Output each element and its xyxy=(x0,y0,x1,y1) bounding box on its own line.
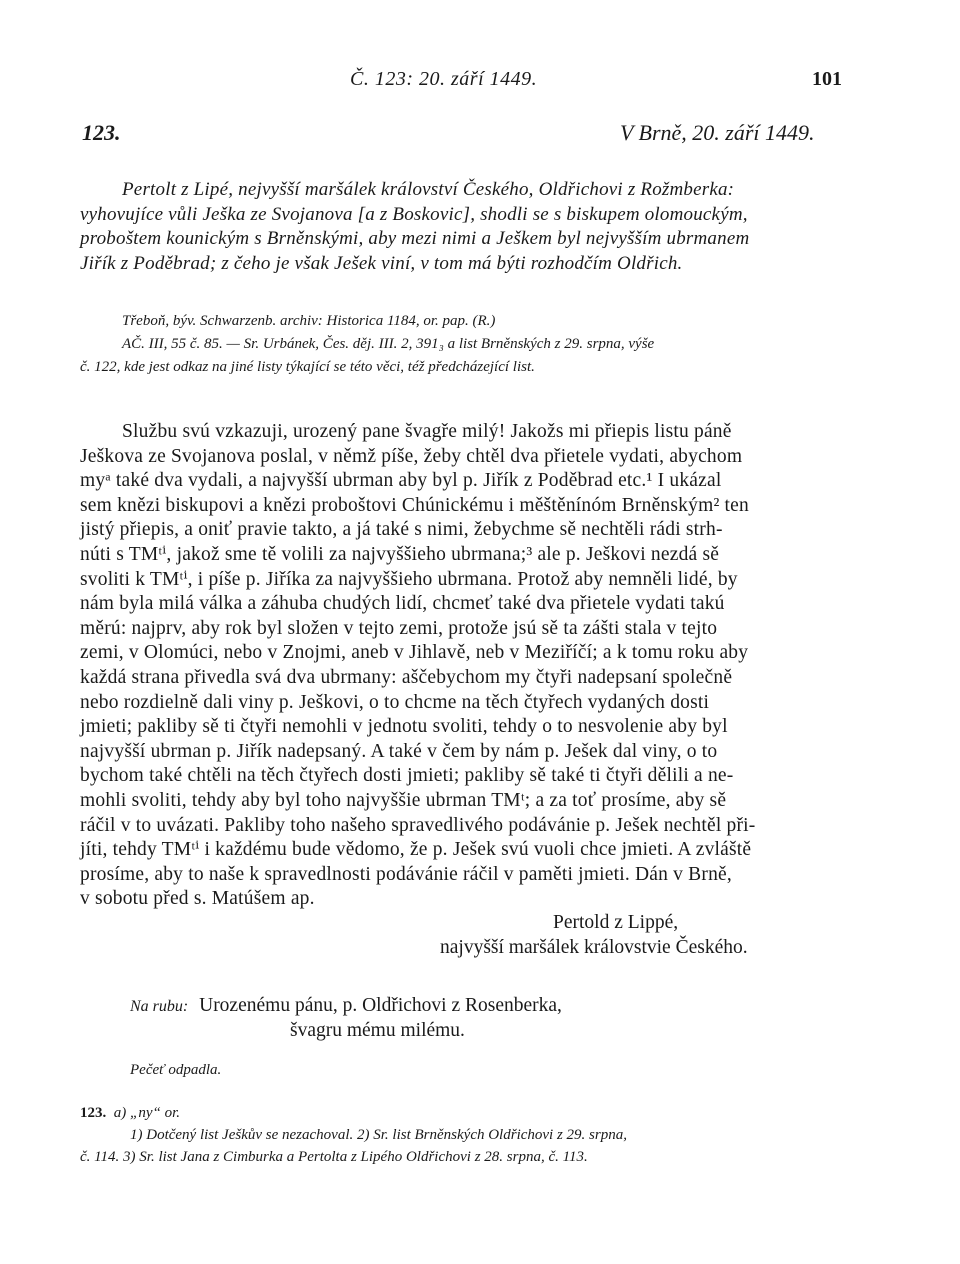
regest xyxy=(80,178,852,276)
footnote-a: a) „ny“ or. xyxy=(113,1105,181,1121)
signature-title: najvyšší maršálek královstvie Českého. xyxy=(440,937,748,958)
body-line: svoliti k TMᵗⁱ, i píše p. Jiříka za najvyššieho ubrmana. Protož aby nemněli lidé, by xyxy=(80,568,738,590)
verso-address-line: Urozenému pánu, p. Oldřichovi z Rosenberka, xyxy=(199,995,562,1016)
verso-label: Na rubu: xyxy=(130,998,189,1015)
archive-source: Třeboň, býv. Schwarzenb. archiv: Historica 1184, or. pap. (R.) xyxy=(122,313,496,329)
body-line: nám byla milá válka a záhuba chudých lidí, chcmeť také dva přietele vydati takú xyxy=(80,593,725,615)
body-line: ráčil v to uvázati. Pakliby toho našeho spravedlivého podávánie p. Ješek nechtěl při- xyxy=(80,814,756,836)
verso-address xyxy=(130,993,562,1041)
document-number: 123. xyxy=(82,120,121,145)
body-line: bychom také chtěli na těch čtyřech dosti jmieti; pakliby sě také ti čtyři dělili a ne- xyxy=(80,765,734,787)
archive-literature: AČ. III, 55 č. 85. — Sr. Urbánek, Čes. děj. III. 2, 391₃ a list Brněnských z 29. srpna, výše xyxy=(122,336,655,352)
regest-line: Pertolt z Lipé, nejvyšší maršálek království Českého, Oldřichovi z Rožmberka: xyxy=(122,179,735,200)
footnote-line: č. 114. 3) Sr. list Jana z Cimburka a Pertolta z Lipého Oldřichovi z 28. srpna, č. 113. xyxy=(80,1149,588,1165)
body-line: myᵃ také dva vydali, a najvyšší ubrman aby byl p. Jiřík z Poděbrad etc.¹ I ukázal xyxy=(80,470,722,492)
body-line: najvyšší ubrman p. Jiřík nadepsaný. A také v čem by nám p. Ješek dal viny, o to xyxy=(80,740,718,762)
regest-line: proboštem kounickým s Brněnskými, aby mezi nimi a Ješkem byl nejvyšším ubrmanem xyxy=(80,228,750,249)
footnote-line xyxy=(80,1102,852,1124)
body-line: jistý přiepis, a oniť pravie takto, a já také s nimi, žebychme sě nechtěli rádi strh- xyxy=(80,519,723,541)
body-line: mohli svoliti, tehdy aby byl toho najvyššie ubrman TMᵗ; a za toť prosíme, aby sě xyxy=(80,789,727,811)
archive-note xyxy=(80,310,852,379)
body-line: zemi, v Olomúci, nebo v Znojmi, aneb v Jihlavě, neb v Meziříčí; a k tomu roku aby xyxy=(80,642,749,664)
body-line: Službu svú vzkazuji, urozený pane švagře milý! Jakožs mi přiepis listu páně xyxy=(122,421,732,442)
body-line: núti s TMᵗⁱ, jakož sme tě volili za najvyššieho ubrmana;³ ale p. Ješkovi nezdá sě xyxy=(80,543,720,565)
body-line: jmieti; pakliby sě ti čtyři nemohli v jednotu svoliti, tehdy o to nesvolenie aby byl xyxy=(80,716,728,738)
signature-name: Pertold z Lippé, xyxy=(553,912,679,933)
body-line: prosíme, aby to naše k spravedlnosti podávánie ráčil v paměti jmieti. Dán v Brně, xyxy=(80,863,732,885)
body-line: v sobotu před s. Matúšem ap. xyxy=(80,888,315,910)
body-line: každá strana přivedla svá dva ubrmany: aščebychom my čtyři nadepsaní společně xyxy=(80,666,733,688)
regest-line: vyhovujíce vůli Ješka ze Svojanova [a z Boskovic], shodli se s biskupem olomouckým, xyxy=(80,203,748,225)
archive-literature-cont: č. 122, kde jest odkaz na jiné listy týkající se této věci, též předcházející list. xyxy=(80,359,535,375)
page-number: 101 xyxy=(812,68,842,90)
regest-line: Jiřík z Poděbrad; z čeho je však Ješek viní, v tom má býti rozhodčím Oldřich. xyxy=(80,252,683,274)
body-line: Ješkova ze Svojanova poslal, v němž píše, žeby chtěl dva přietele vydati, abychom xyxy=(80,445,743,467)
running-head-title: Č. 123: 20. září 1449. xyxy=(350,68,538,90)
verso-address-line: švagru mému milému. xyxy=(290,1020,465,1041)
body-line: jíti, tehdy TMᵗⁱ i každému bude vědomo, že p. Ješek svú vuoli chce jmieti. A zvláště xyxy=(80,839,752,861)
footnote-number: 123. xyxy=(80,1105,107,1121)
place-date: V Brně, 20. září 1449. xyxy=(620,120,815,145)
body-line: nebo rozdielně dali viny p. Ješkovi, o to chcme na těch čtyřech vydaných dosti xyxy=(80,691,710,713)
body-line: měrú: najprv, aby rok byl složen v tejto zemi, protože jsú sě ta zášti stala v tejto xyxy=(80,617,718,639)
footnotes xyxy=(80,1102,852,1168)
letter-body xyxy=(80,420,852,912)
footnote-line: 1) Dotčený list Ješkův se nezachoval. 2) Sr. list Brněnských Oldřichovi z 29. srpna, xyxy=(130,1127,627,1143)
body-line: sem knězi biskupovi a knězi proboštovi Chúnickému i měštěnínóm Brněnským² ten xyxy=(80,494,749,516)
seal-note: Pečeť odpadla. xyxy=(130,1062,222,1078)
